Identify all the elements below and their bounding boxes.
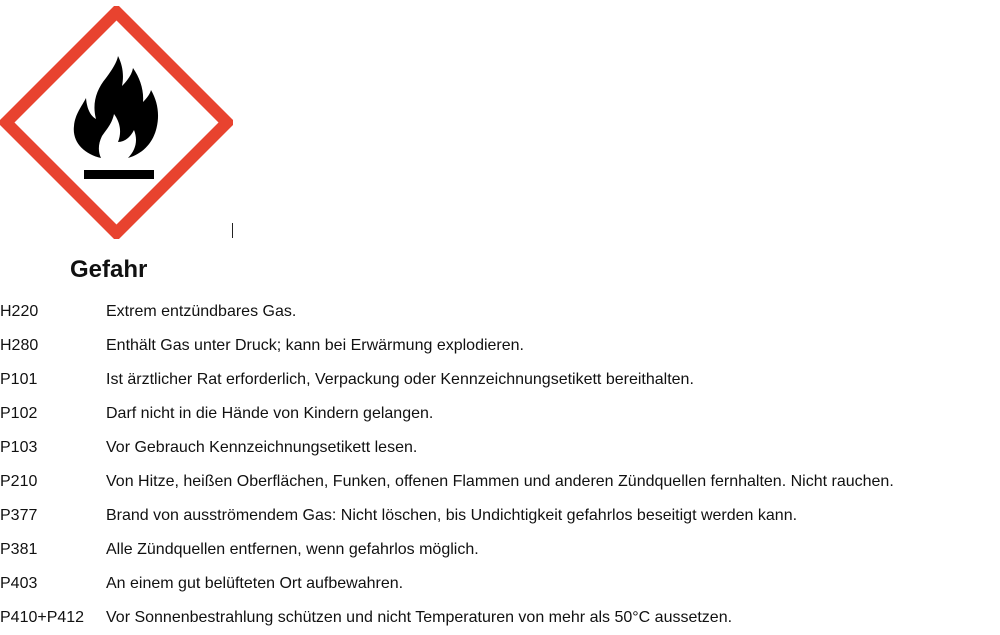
statement-text: Vor Sonnenbestrahlung schützen und nicht Temperaturen von mehr als 50°C aussetzen.	[106, 609, 733, 626]
statement-row	[0, 295, 1000, 329]
statement-text: Von Hitze, heißen Oberflächen, Funken, offenen Flammen und anderen Zündquellen fernhalten. Nicht rauchen.	[106, 473, 894, 490]
statement-row	[0, 533, 1000, 567]
statement-row	[0, 363, 1000, 397]
statement-text: An einem gut belüfteten Ort aufbewahren.	[106, 575, 404, 592]
statement-code: P381	[0, 541, 38, 558]
hazard-statement-list	[0, 295, 1000, 635]
statement-code: P377	[0, 507, 38, 524]
statement-code: H220	[0, 303, 39, 320]
statement-text: Alle Zündquellen entfernen, wenn gefahrlos möglich.	[106, 541, 479, 558]
flame-hazard-pictogram	[0, 6, 233, 239]
statement-row	[0, 567, 1000, 601]
statement-text: Enthält Gas unter Druck; kann bei Erwärmung explodieren.	[106, 337, 524, 354]
statement-code: H280	[0, 337, 39, 354]
statement-text: Darf nicht in die Hände von Kindern gelangen.	[106, 405, 434, 422]
statement-row	[0, 397, 1000, 431]
statement-row	[0, 465, 1000, 499]
statement-row	[0, 601, 1000, 635]
statement-code: P410+P412	[0, 609, 85, 626]
statement-text: Vor Gebrauch Kennzeichnungsetikett lesen.	[106, 439, 418, 456]
statement-row	[0, 499, 1000, 533]
statement-code: P210	[0, 473, 38, 490]
statement-row	[0, 431, 1000, 465]
signal-word: Gefahr	[70, 256, 148, 283]
statement-code: P103	[0, 439, 38, 456]
statement-row	[0, 329, 1000, 363]
statement-code: P102	[0, 405, 38, 422]
text-cursor	[232, 223, 233, 238]
statement-text: Ist ärztlicher Rat erforderlich, Verpackung oder Kennzeichnungsetikett bereithalten.	[106, 371, 694, 388]
statement-text: Brand von ausströmendem Gas: Nicht löschen, bis Undichtigkeit gefahrlos beseitigt werden kann.	[106, 507, 798, 524]
statement-code: P101	[0, 371, 38, 388]
statement-code: P403	[0, 575, 38, 592]
statement-text: Extrem entzündbares Gas.	[106, 303, 297, 320]
